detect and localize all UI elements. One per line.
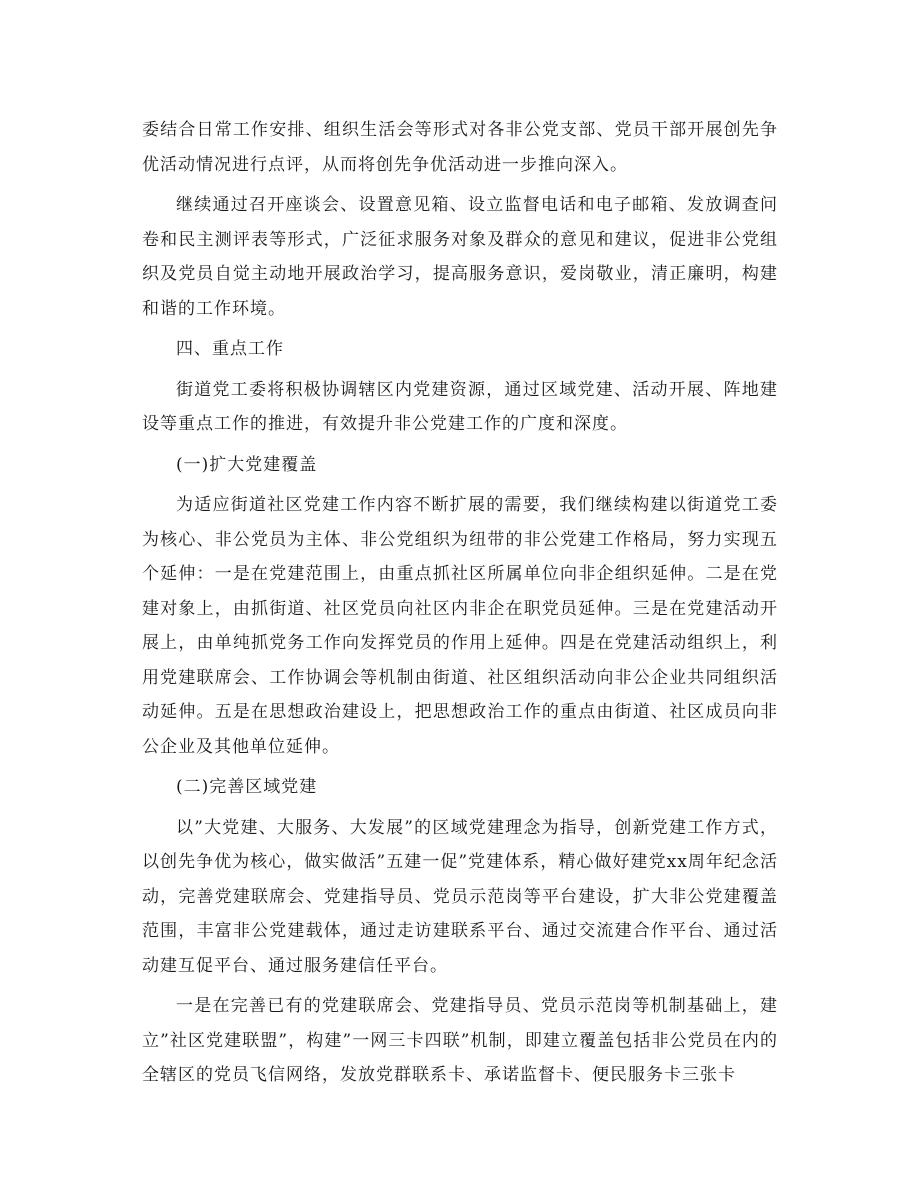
subheading-expand-coverage: (一)扩大党建覆盖	[176, 454, 318, 475]
subheading-regional-party-building: (二)完善区域党建	[176, 777, 318, 797]
paragraph-continuation: 委结合日常工作安排、组织生活会等形式对各非公党支部、党员干部开展创先争优活动情况进行点评，从而将创先争优活动进一步推向深入。	[142, 120, 778, 175]
paragraph-regional-concept: 以”大党建、大服务、大发展”的区域党建理念为指导，创新党建工作方式，以创先争优为核心，做实做活”五建一促”党建体系，精心做好建党xx周年纪念活动，完善党建联席会、党建指导员、党员示范岗等平台建设，扩大非公党建覆盖范围，丰富非公党建载体，通过走访建联系平台、通过交流建合作平台、通过活动建互促平台、通过服务建信任平台。	[142, 817, 778, 976]
section-heading-key-work: 四、重点工作	[176, 339, 284, 359]
paragraph-feedback: 继续通过召开座谈会、设置意见箱、设立监督电话和电子邮箱、发放调查问卷和民主测评表等形式，广泛征求服务对象及群众的意见和建议，促进非公党组织及党员自觉主动地开展政治学习，提高服务意识，爱岗敬业，清正廉明，构建和谐的工作环境。	[142, 195, 778, 319]
paragraph-five-extensions: 为适应街道社区党建工作内容不断扩展的需要，我们继续构建以街道党工委为核心、非公党员为主体、非公党组织为纽带的非公党建工作格局，努力实现五个延伸：一是在党建范围上，由重点抓社区所属单位向非企组织延伸。二是在党建对象上，由抓街道、社区党员向社区内非企在职党员延伸。三是在党建活动开展上，由单纯抓党务工作向发挥党员的作用上延伸。四是在党建活动组织上，利用党建联席会、工作协调会等机制由街道、社区组织活动向非公企业共同组织活动延伸。五是在思想政治建设上，把思想政治工作的重点由街道、社区成员向非公企业及其他单位延伸。	[142, 495, 778, 757]
document-body	[142, 113, 778, 1093]
paragraph-key-work-intro: 街道党工委将积极协调辖区内党建资源，通过区域党建、活动开展、阵地建设等重点工作的推进，有效提升非公党建工作的广度和深度。	[142, 379, 778, 434]
paragraph-party-alliance: 一是在完善已有的党建联席会、党建指导员、党员示范岗等机制基础上，建立”社区党建联盟”，构建”一网三卡四联”机制，即建立覆盖包括非公党员在内的全辖区的党员飞信网络，发放党群联系卡、承诺监督卡、便民服务卡三张卡	[142, 996, 778, 1085]
